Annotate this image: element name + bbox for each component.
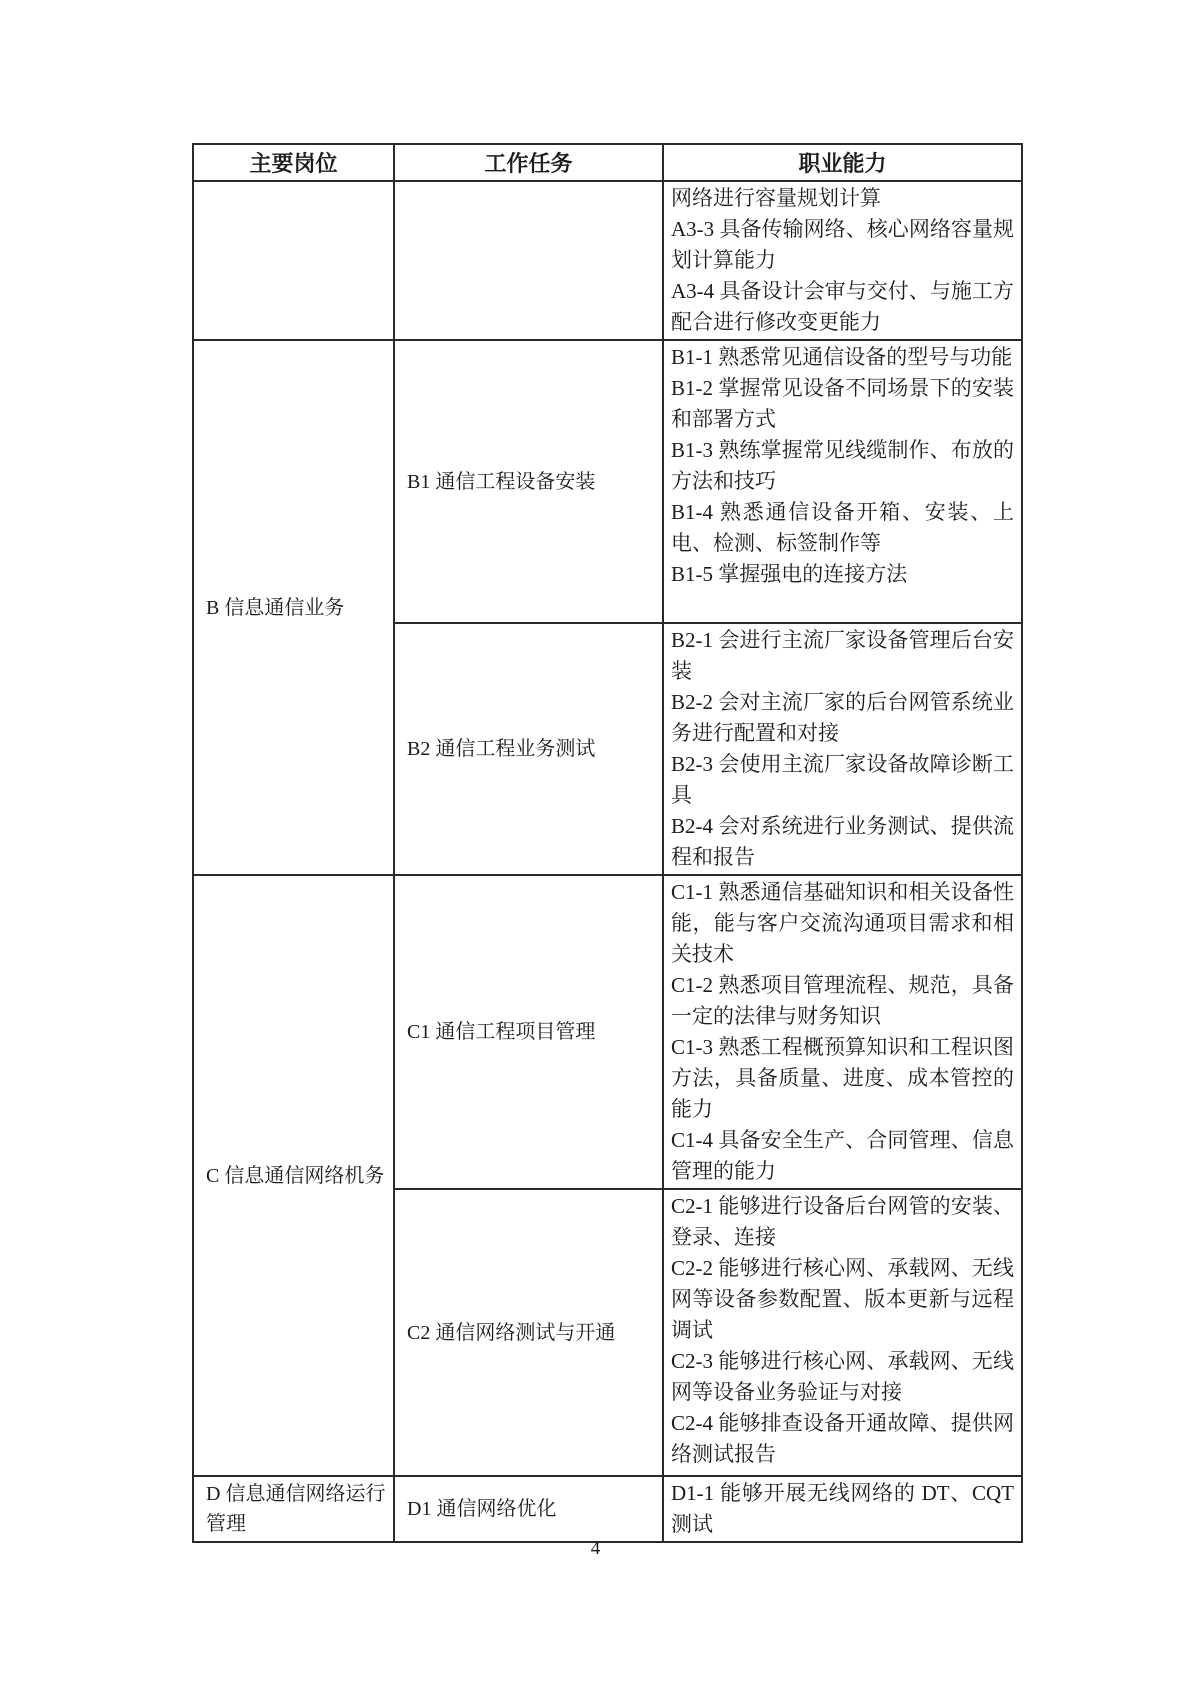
ability-item: C1-1 熟悉通信基础知识和相关设备性能，能与客户交流沟通项目需求和相关技术 [671,880,1014,966]
position-cell-d: D 信息通信网络运行管理 [193,1476,394,1542]
ability-item: B1-2 掌握常见设备不同场景下的安装和部署方式 [671,376,1014,431]
table-row-a-continuation [193,181,1022,340]
table-row-d1 [193,1476,1022,1542]
page-number: 4 [590,1538,601,1559]
ability-item: C1-3 熟悉工程概预算知识和工程识图方法，具备质量、进度、成本管控的能力 [671,1035,1014,1121]
abilities-cell-a [663,181,1022,340]
ability-item: C2-1 能够进行设备后台网管的安装、登录、连接 [671,1194,1014,1249]
ability-item: B1-5 掌握强电的连接方法 [671,562,908,586]
ability-item: B1-4 熟悉通信设备开箱、安装、上电、检测、标签制作等 [671,500,1014,555]
position-task-ability-table [192,143,1023,1543]
ability-item: C2-4 能够排查设备开通故障、提供网络测试报告 [671,1411,1014,1466]
ability-item: C1-2 熟悉项目管理流程、规范，具备一定的法律与财务知识 [671,973,1014,1028]
table-row-b1 [193,340,1022,623]
ability-item: C2-3 能够进行核心网、承载网、无线网等设备业务验证与对接 [671,1349,1014,1404]
position-cell-c: C 信息通信网络机务 [193,875,394,1476]
table-header-row [193,144,1022,181]
task-cell-c1: C1 通信工程项目管理 [394,875,663,1189]
ability-item: B2-2 会对主流厂家的后台网管系统业务进行配置和对接 [671,690,1014,745]
ability-item: B2-1 会进行主流厂家设备管理后台安装 [671,628,1014,683]
task-cell-empty [394,181,663,340]
column-header-position: 主要岗位 [193,144,394,181]
abilities-cell-d1 [663,1476,1022,1542]
ability-item: C2-2 能够进行核心网、承载网、无线网等设备参数配置、版本更新与远程调试 [671,1256,1014,1342]
task-cell-c2: C2 通信网络测试与开通 [394,1189,663,1476]
ability-item: C1-4 具备安全生产、合同管理、信息管理的能力 [671,1128,1014,1183]
ability-item: B1-3 熟练掌握常见线缆制作、布放的方法和技巧 [671,438,1014,493]
ability-item: A3-4 具备设计会审与交付、与施工方配合进行修改变更能力 [671,279,1014,334]
abilities-cell-c2 [663,1189,1022,1476]
task-cell-d1: D1 通信网络优化 [394,1476,663,1542]
column-header-ability: 职业能力 [663,144,1022,181]
position-cell-b: B 信息通信业务 [193,340,394,875]
abilities-cell-b1 [663,340,1022,623]
column-header-task: 工作任务 [394,144,663,181]
ability-item: B1-1 熟悉常见通信设备的型号与功能 [671,345,1013,369]
task-cell-b1: B1 通信工程设备安装 [394,340,663,623]
table-row-c1 [193,875,1022,1189]
abilities-cell-c1 [663,875,1022,1189]
position-cell-empty [193,181,394,340]
ability-item: D1-1 能够开展无线网络的 DT、CQT 测试 [671,1481,1014,1536]
task-cell-b2: B2 通信工程业务测试 [394,623,663,875]
abilities-cell-b2 [663,623,1022,875]
ability-item: B2-4 会对系统进行业务测试、提供流程和报告 [671,814,1014,869]
ability-item: 网络进行容量规划计算 [671,186,881,210]
ability-item: B2-3 会使用主流厂家设备故障诊断工具 [671,752,1014,807]
ability-item: A3-3 具备传输网络、核心网络容量规划计算能力 [671,217,1014,272]
